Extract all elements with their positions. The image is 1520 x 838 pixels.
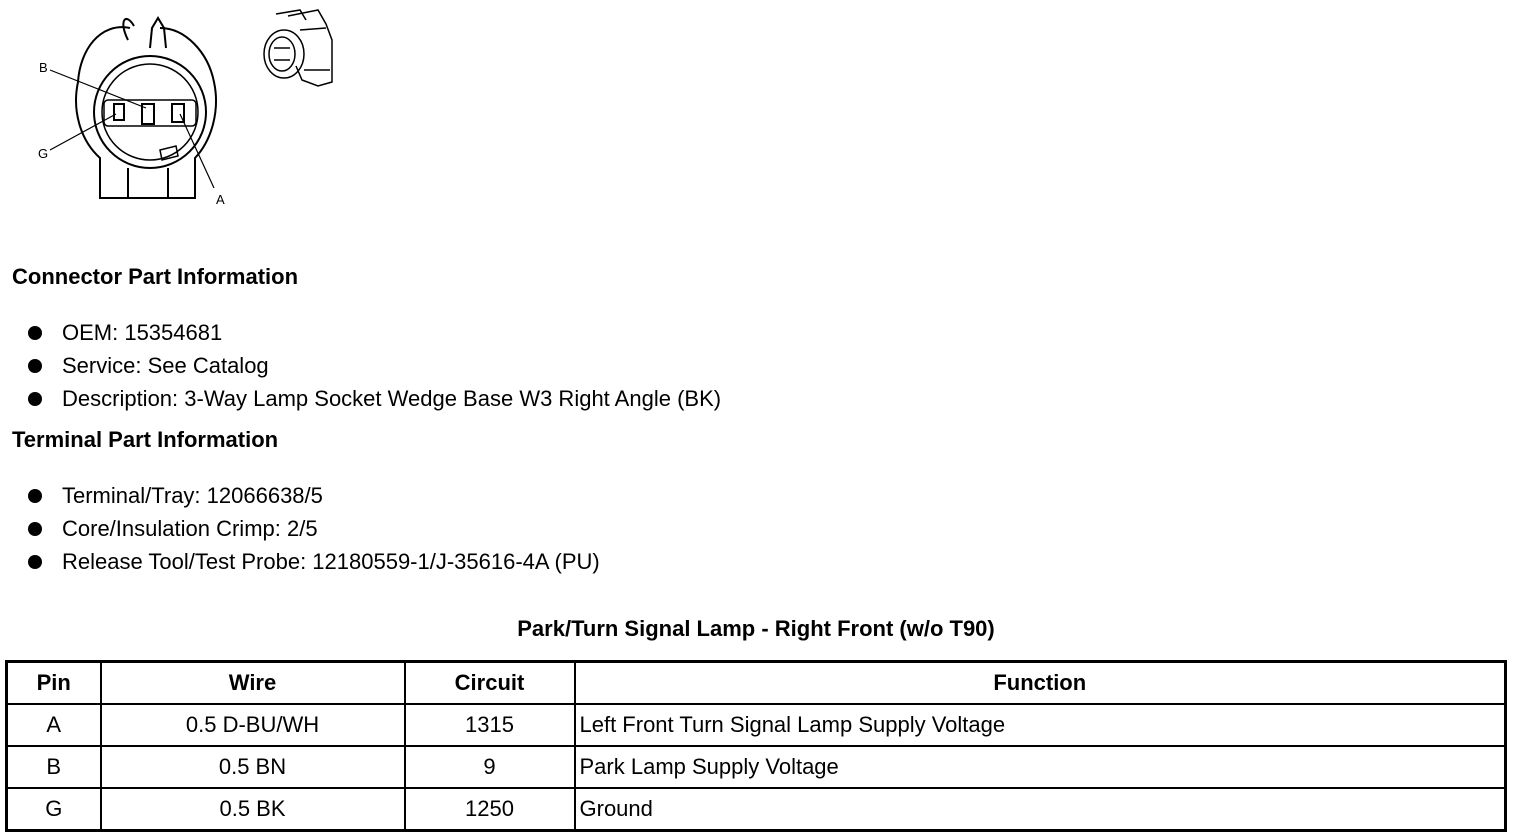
bullet-icon [28,359,42,373]
cell-circuit: 1315 [405,704,575,746]
list-item: Description: 3-Way Lamp Socket Wedge Base W3 Right Angle (BK) [28,382,721,415]
bullet-icon [28,489,42,503]
header-circuit: Circuit [405,662,575,705]
header-pin: Pin [7,662,101,705]
pin-table [5,660,1507,832]
bullet-icon [28,326,42,340]
cell-wire: 0.5 BK [101,788,405,831]
header-wire: Wire [101,662,405,705]
connector-diagram [0,0,360,215]
terminal-part-info-heading: Terminal Part Information [12,427,279,452]
list-item: Terminal/Tray: 12066638/5 [28,479,600,512]
cell-function: Park Lamp Supply Voltage [575,746,1506,788]
pin-table-title: Park/Turn Signal Lamp - Right Front (w/o T90) [517,616,995,641]
cell-circuit: 9 [405,746,575,788]
list-item: Core/Insulation Crimp: 2/5 [28,512,600,545]
table-row [7,704,1506,746]
table-row [7,746,1506,788]
cell-function: Ground [575,788,1506,831]
cell-wire: 0.5 BN [101,746,405,788]
connector-3d-view [264,10,332,86]
list-item: OEM: 15354681 [28,316,721,349]
terminal-part-info-list [28,479,600,578]
cell-function: Left Front Turn Signal Lamp Supply Voltage [575,704,1506,746]
cell-circuit: 1250 [405,788,575,831]
table-row [7,788,1506,831]
callout-a: A [216,192,225,207]
cell-pin: A [7,704,101,746]
callout-g: G [38,146,49,161]
bullet-icon [28,392,42,406]
terminal-g [114,104,124,120]
connector-face-illustration [0,0,360,215]
list-item: Service: See Catalog [28,349,721,382]
connector-part-info-heading: Connector Part Information [12,264,299,289]
list-item: Release Tool/Test Probe: 12180559-1/J-35616-4A (PU) [28,545,600,578]
cell-pin: G [7,788,101,831]
table-header-row [7,662,1506,705]
bullet-icon [28,522,42,536]
cell-pin: B [7,746,101,788]
connector-part-info-list [28,316,721,415]
bullet-icon [28,555,42,569]
callout-b: B [39,60,48,75]
header-function: Function [575,662,1506,705]
cell-wire: 0.5 D-BU/WH [101,704,405,746]
